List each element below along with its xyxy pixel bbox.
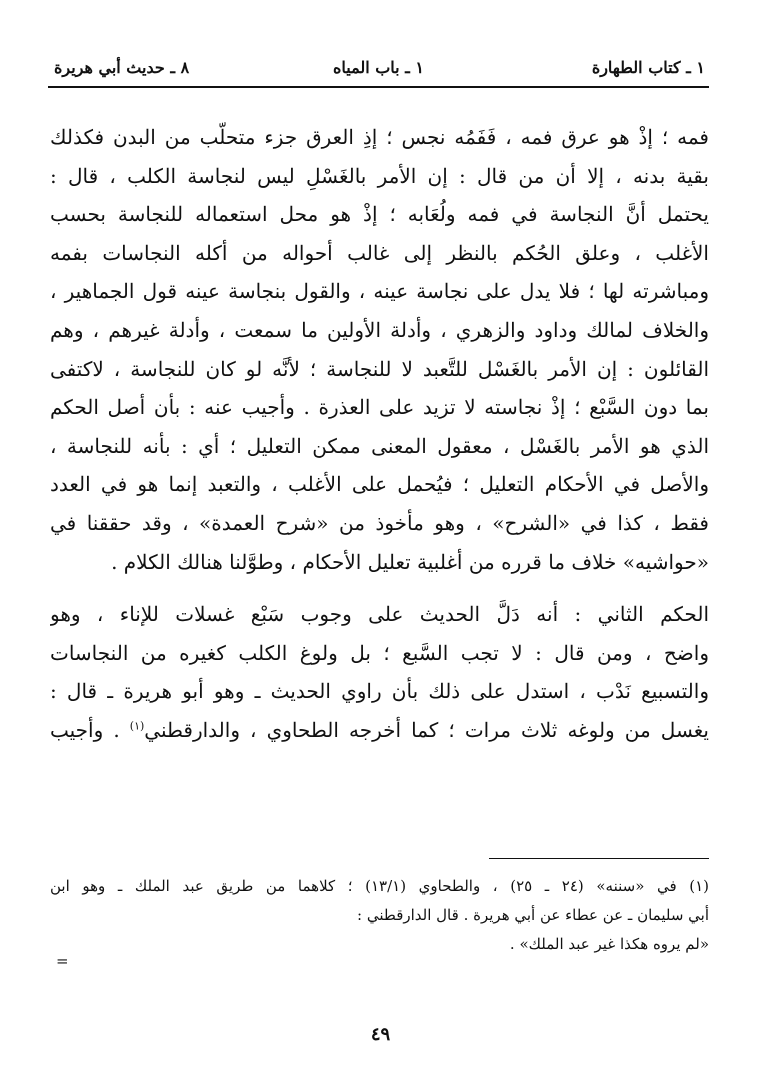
text-line: والتسبيع نَدْب ، استدل على ذلك بأن راوي الحديث ـ وهو أبو هريرة ـ قال : xyxy=(50,679,709,704)
text-line: بما دون السَّبْع ؛ إذْ نجاسته لا تزيد على العذرة . وأجيب عنه : بأن أصل الحكم xyxy=(50,395,709,420)
footnote-separator xyxy=(489,858,709,859)
text-line: يحتمل أنَّ النجاسة في فمه ولُعَابه ؛ إذْ هو محل استعماله للنجاسة بحسب xyxy=(50,202,709,227)
paragraph-1 xyxy=(50,118,709,581)
paragraph-spacer xyxy=(50,581,709,595)
text-line-with-footnote xyxy=(50,711,709,750)
running-header xyxy=(48,52,709,88)
text-line: الذي هو الأمر بالغَسْل ، معقول المعنى ممكن التعليل ؛ أي : بأنه للنجاسة ، xyxy=(50,433,709,458)
text-line: «حواشيه» خلاف ما قرره من أغلبية تعليل الأحكام ، وطوَّلنا هنالك الكلام . xyxy=(111,549,709,574)
line-text: يغسل من ولوغه ثلاث مرات ؛ كما أخرجه الطحاوي ، والدارقطني xyxy=(144,717,709,742)
text-line: القائلون : إن الأمر بالغَسْل للتَّعبد لا للنجاسة ؛ لأنَّه لو كان للنجاسة ، لاكتفى xyxy=(50,356,709,381)
line-tail: . وأجيب xyxy=(50,717,130,742)
text-line: بقية بدنه ، إلا أن من قال : إن الأمر بالغَسْلِ ليس لنجاسة الكلب ، قال : xyxy=(50,163,709,188)
hadith-title: ٨ ـ حديث أبي هريرة xyxy=(54,58,190,77)
text-line: الأغلب ، وعلق الحُكم بالنظر إلى غالب أحواله من أكله النجاسات بفمه xyxy=(50,240,709,265)
text-line: فقط ، كذا في «الشرح» ، وهو مأخوذ من «شرح العمدة» ، وقد حققنا في xyxy=(50,510,709,535)
text-line: ومباشرته لها ؛ فلا يدل على نجاسة عينه ، والقول بنجاسة عينه قول الجماهير ، xyxy=(50,279,709,304)
text-line: واضح ، ومن قال : لا تجب السَّبع ؛ بل ولوغ الكلب كغيره من النجاسات xyxy=(50,640,709,665)
header-rule xyxy=(48,86,709,88)
footnote-line: (١) في «سننه» (٢٤ ـ ٢٥) ، والطحاوي (١٣/١) ؛ كلاهما من طريق عبد الملك ـ وهو ابن xyxy=(50,877,709,895)
book-title: ١ ـ كتاب الطهارة xyxy=(591,58,705,77)
page-number: ٤٩ xyxy=(370,1024,391,1045)
text-line: والخلاف لمالك وداود والزهري ، وأدلة الأولين ما سمعت ، وأدلة غيرهم ، وهم xyxy=(50,317,709,342)
footnote-ref: (١) xyxy=(129,719,145,733)
footnotes xyxy=(50,872,709,959)
text-line: الحكم الثاني : أنه دَلَّ الحديث على وجوب سَبْع غسلات للإناء ، وهو xyxy=(50,602,709,627)
text-line: فمه ؛ إذْ هو عرق فمه ، فَفَمُه نجس ؛ إذِ العرق جزء متحلّب من البدن فكذلك xyxy=(50,125,709,149)
footnote-line: «لم يروه هكذا غير عبد الملك» . xyxy=(509,935,709,953)
chapter-title: ١ ـ باب المياه xyxy=(332,58,425,77)
paragraph-2 xyxy=(50,595,709,749)
main-text xyxy=(50,118,709,750)
text-line: والأصل في الأحكام التعليل ؛ فيُحمل على الأغلب ، والتعبد إنما هو في العدد xyxy=(50,472,709,497)
continuation-mark: = xyxy=(56,952,69,970)
footnote-line: أبي سليمان ـ عن عطاء عن أبي هريرة . قال الدارقطني : xyxy=(357,906,709,924)
